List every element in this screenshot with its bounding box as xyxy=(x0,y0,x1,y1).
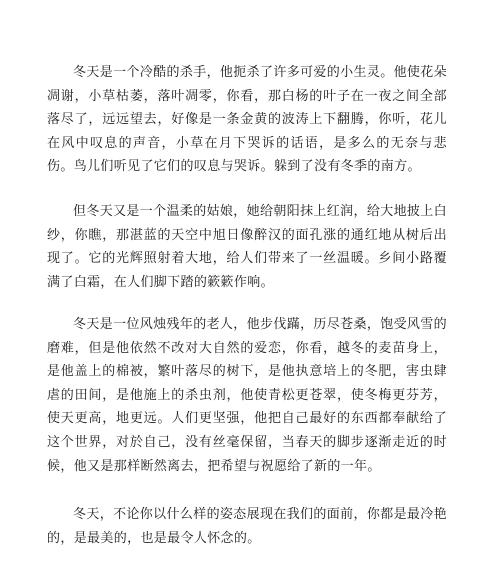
paragraph-2: 但冬天又是一个温柔的姑娘，她给朝阳抹上红润，给大地披上白纱，你瞧，那湛蓝的天空中旭日像醉汉的面孔涨的通红地从树后出现了。它的光辉照射着大地，给人们带来了一丝温暖。乡间小路覆满了白霜，在人们脚下踏的簌簌作响。 xyxy=(47,204,447,290)
paragraph-3: 冬天是一位风烛残年的老人，他步伐蹣，历尽苍桑，饱受风雪的磨难，但是他依然不改对大自然的爱恋，你看，越冬的麦苗身上，是他盖上的棉被，繁叶落尽的树下，是他执意培上的冬肥，害虫肆虐的田间，是他施上的杀虫剂，他使青松更苍翠，使冬梅更芬芳，使天更高，地更远。人们更坚强，他把自己最好的东西都奉献给了这个世界，对於自己，没有丝毫保留，当春天的脚步逐渐走近的时候，他又是那样断然离去，把希望与祝愿给了新的一年。 xyxy=(47,317,447,474)
paragraph-1: 冬天是一个冷酷的杀手，他扼杀了许多可爱的小生灵。他使花朵凋谢，小草枯萎，落叶凋零，你看，那白杨的叶子在一夜之间全部落尽了，远远望去，好像是一条金黄的波涛上下翻腾，你听，花儿在风中叹息的声音，小草在月下哭诉的话语，是多么的无奈与悲伤。鸟儿们听见了它们的叹息与哭诉。躲到了没有冬季的南方。 xyxy=(47,65,447,175)
paragraph-4: 冬天，不论你以什么样的姿态展现在我们的面前，你都是最冷艳的，是最美的，也是最令人怀念的。 xyxy=(47,507,447,546)
